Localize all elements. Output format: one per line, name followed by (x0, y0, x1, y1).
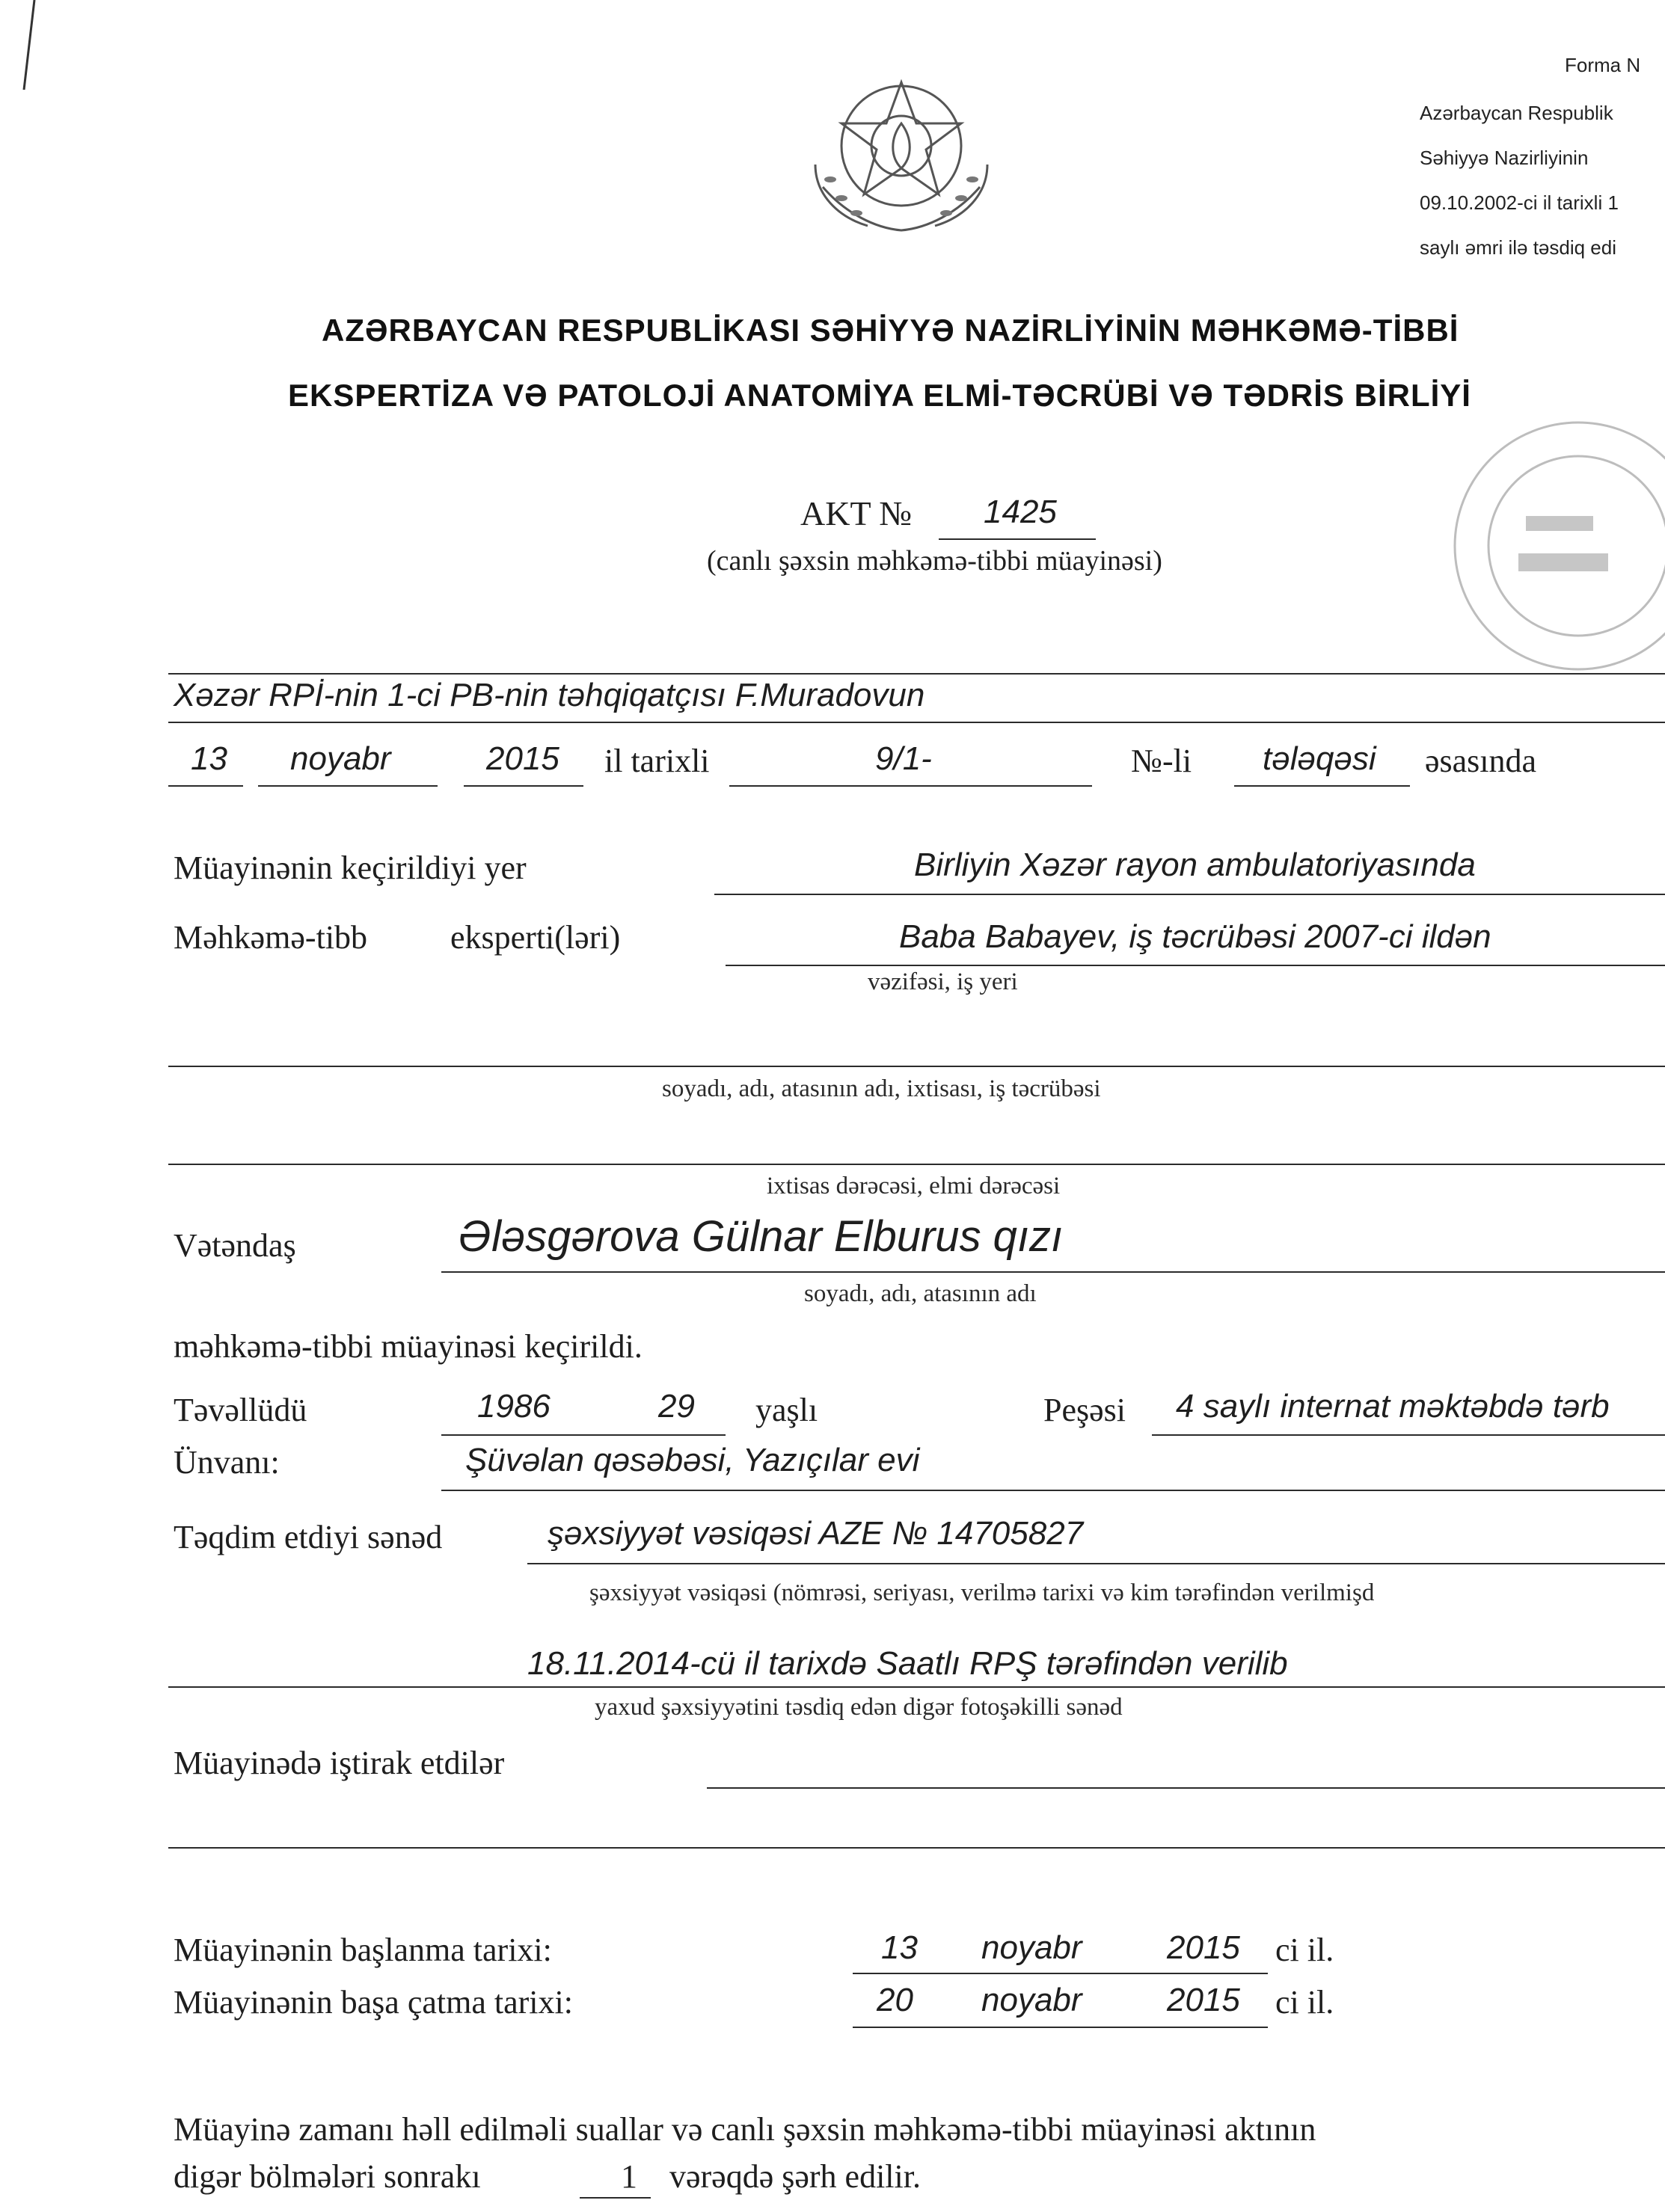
participants-label: Müayinədə iştirak etdilər (174, 1745, 505, 1781)
place-value: Birliyin Xəzər rayon ambulatoriyasında (914, 847, 1476, 883)
experts-label-1: Məhkəmə-tibb (174, 919, 368, 956)
start-month: noyabr (981, 1929, 1082, 1966)
citizen-name: Ələsgərova Gülnar Elburus qızı (458, 1212, 1064, 1261)
request-doc-type: tələqəsi (1263, 740, 1376, 777)
age-suffix: yaşlı (755, 1392, 818, 1428)
caption-position: vəzifəsi, iş yeri (868, 968, 1018, 995)
profession-value: 4 saylı internat məktəbdə tərb (1176, 1388, 1610, 1425)
start-year: 2015 (1167, 1929, 1240, 1966)
end-year: 2015 (1167, 1982, 1240, 2018)
footer-pages: 1 (621, 2158, 637, 2195)
age: 29 (658, 1388, 695, 1425)
round-stamp (1414, 411, 1665, 681)
act-subtitle: (canlı şəxsin məhkəmə-tibbi müayinəsi) (707, 545, 1162, 577)
state-emblem-icon (793, 52, 1010, 239)
org-heading-line2: EKSPERTİZA VƏ PATOLOJİ ANATOMİYA ELMİ-TƏCRÜBİ VƏ TƏDRİS BİRLİYİ (288, 378, 1471, 413)
citizen-caption: soyadı, adı, atasının adı (804, 1280, 1037, 1307)
experts-label-2: eksperti(ləri) (450, 919, 621, 956)
address-value: Şüvəlan qəsəbəsi, Yazıçılar evi (465, 1442, 920, 1478)
request-month: noyabr (290, 740, 391, 777)
act-number: 1425 (984, 494, 1057, 530)
request-issuer: Xəzər RPİ-nin 1-ci PB-nin təhqiqatçısı F.Muradovun (174, 677, 925, 713)
request-year: 2015 (486, 740, 559, 777)
no-label: №-li (1131, 743, 1192, 779)
caption-name: soyadı, adı, atasının adı, ixtisası, iş təcrübəsi (662, 1075, 1101, 1102)
document-value: şəxsiyyət vəsiqəsi AZE № 14705827 (548, 1515, 1084, 1552)
exam-conducted: məhkəmə-tibbi müayinəsi keçirildi. (174, 1328, 643, 1365)
end-date-suffix: ci il. (1275, 1984, 1334, 2021)
corner-line-3: Səhiyyə Nazirliyinin (1420, 147, 1589, 169)
end-date-label: Müayinənin başa çatma tarixi: (174, 1984, 573, 2021)
birth-year: 1986 (477, 1388, 551, 1425)
form-number: Forma N (1565, 54, 1641, 76)
corner-line-2: Azərbaycan Respublik (1420, 102, 1613, 124)
start-date-suffix: ci il. (1275, 1932, 1334, 1968)
document-caption-2: yaxud şəxsiyyətini təsdiq edən digər fotoşəkilli sənəd (595, 1694, 1123, 1721)
basis-word: əsasında (1425, 743, 1537, 779)
footer-line-2a: digər bölmələri sonrakı (174, 2158, 481, 2195)
document-label: Təqdim etdiyi sənəd (174, 1519, 443, 1555)
footer-line-2b: vərəqdə şərh edilir. (669, 2158, 921, 2195)
caption-degree: ixtisas dərəcəsi, elmi dərəcəsi (767, 1173, 1061, 1199)
end-day: 20 (877, 1982, 913, 2018)
act-label: AKT № (800, 494, 913, 532)
footer-line-1: Müayinə zamanı həll edilməli suallar və canlı şəxsin məhkəmə-tibbi müayinəsi aktının (174, 2111, 1316, 2148)
date-suffix: il tarixli (604, 743, 710, 779)
document-issued: 18.11.2014-cü il tarixdə Saatlı RPŞ tərəfindən verilib (527, 1645, 1288, 1682)
start-date-label: Müayinənin başlanma tarixi: (174, 1932, 552, 1968)
address-label: Ünvanı: (174, 1444, 280, 1481)
request-day: 13 (191, 740, 227, 777)
profession-label: Peşəsi (1043, 1392, 1126, 1428)
document-caption-1: şəxsiyyət vəsiqəsi (nömrəsi, seriyası, verilmə tarixi və kim tərəfindən verilmişd (589, 1579, 1375, 1606)
place-label: Müayinənin keçirildiyi yer (174, 850, 527, 886)
citizen-label: Vətəndaş (174, 1227, 296, 1264)
experts-value: Baba Babayev, iş təcrübəsi 2007-ci ildən (899, 918, 1491, 955)
end-month: noyabr (981, 1982, 1082, 2018)
corner-line-5: saylı əmri ilə təsdiq edi (1420, 236, 1616, 259)
org-heading-line1: AZƏRBAYCAN RESPUBLİKASI SƏHİYYƏ NAZİRLİYİNİN MƏHKƏMƏ-TİBBİ (322, 313, 1459, 348)
request-ref-number: 9/1- (875, 740, 932, 777)
corner-line-4: 09.10.2002-ci il tarixli 1 (1420, 191, 1619, 214)
birth-label: Təvəllüdü (174, 1392, 307, 1428)
start-day: 13 (881, 1929, 918, 1966)
margin-mark (9, 0, 39, 97)
